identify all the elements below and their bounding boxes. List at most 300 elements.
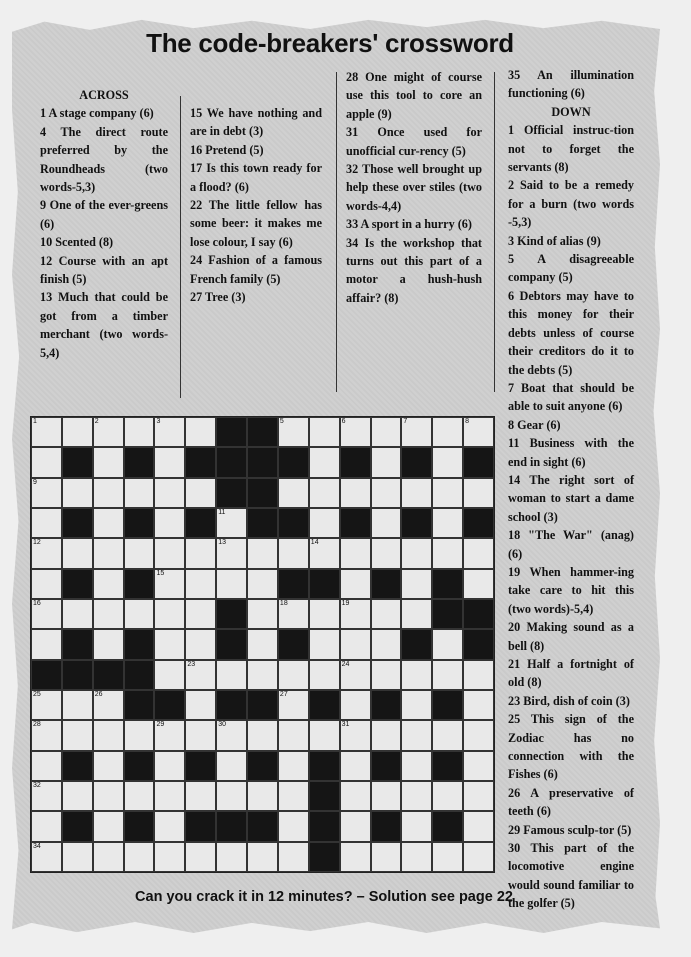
grid-cell[interactable] [371,417,402,447]
grid-block [62,751,93,781]
grid-cell[interactable] [124,781,155,811]
grid-cell[interactable] [432,508,463,538]
grid-block [401,508,432,538]
grid-cell[interactable] [31,751,62,781]
grid-block [185,447,216,477]
grid-block [247,478,278,508]
grid-cell[interactable] [62,690,93,720]
clue-number: 8 [465,418,470,425]
down-clue: 20 Making sound as a bell (8) [508,620,634,653]
grid-cell[interactable] [309,538,340,568]
grid-block [216,478,247,508]
grid-cell[interactable] [340,478,371,508]
grid-block [278,508,309,538]
grid-cell[interactable] [216,508,247,538]
across-clue: 22 The little fellow has some beer: it makes me lose colour, I say (6) [190,198,322,249]
across-clue: 34 Is the workshop that turns out this part of a motor a hush-hush affair? (8) [346,235,482,305]
across-clue: 17 Is this town ready for a flood? (6) [190,161,322,194]
grid-cell[interactable] [463,478,494,508]
grid-block [247,690,278,720]
grid-cell[interactable] [31,508,62,538]
clue-number: 16 [33,600,41,607]
grid-cell[interactable] [62,781,93,811]
grid-block [62,811,93,841]
grid-cell[interactable] [185,690,216,720]
grid-cell[interactable] [31,599,62,629]
grid-cell[interactable] [31,417,62,447]
down-clue: 2 Said to be a remedy for a burn (two words -5,3) [508,178,634,230]
grid-cell[interactable] [309,508,340,538]
grid-cell[interactable] [31,842,62,872]
grid-cell[interactable] [93,842,124,872]
down-clue: 29 Famous sculp-tor (5) [508,822,632,837]
grid-cell[interactable] [154,781,185,811]
across-clue: 16 Pretend (5) [190,142,264,157]
grid-cell[interactable] [463,720,494,750]
clue-number: 2 [94,418,99,425]
grid-cell[interactable] [432,629,463,659]
grid-cell[interactable] [247,569,278,599]
grid-cell[interactable] [371,720,402,750]
grid-cell[interactable] [371,842,402,872]
grid-cell[interactable] [124,599,155,629]
grid-block [62,660,93,690]
grid-cell[interactable] [371,478,402,508]
clue-number: 6 [341,418,346,425]
grid-block [340,447,371,477]
grid-block [216,811,247,841]
grid-block [185,811,216,841]
grid-block [124,690,155,720]
grid-block [278,629,309,659]
clue-number: 5 [279,418,284,425]
grid-cell[interactable] [93,599,124,629]
grid-cell[interactable] [185,538,216,568]
clue-number: 9 [33,478,37,486]
grid-block [309,751,340,781]
grid-cell[interactable] [154,842,185,872]
grid-cell[interactable] [278,781,309,811]
grid-cell[interactable] [31,690,62,720]
grid-cell[interactable] [463,781,494,811]
clue-number: 29 [156,721,165,729]
grid-block [124,508,155,538]
grid-block [432,811,463,841]
grid-cell[interactable] [216,538,247,568]
grid-cell[interactable] [371,599,402,629]
grid-cell[interactable] [154,508,185,538]
across-clue: 10 Scented (8) [40,235,114,250]
grid-cell[interactable] [340,599,371,629]
grid-cell[interactable] [93,781,124,811]
grid-cell[interactable] [185,569,216,599]
grid-cell[interactable] [31,569,62,599]
grid-cell[interactable] [247,842,278,872]
grid-block [124,447,155,477]
grid-cell[interactable] [154,569,185,599]
grid-cell[interactable] [185,417,216,447]
grid-cell[interactable] [401,660,432,690]
across-clue: 32 Those well brought up help these over stiles (two words-4,4) [346,162,482,213]
grid-cell[interactable] [216,720,247,750]
grid-cell[interactable] [371,538,402,568]
grid-cell[interactable] [185,720,216,750]
grid-cell[interactable] [278,660,309,690]
grid-block [371,690,402,720]
down-clue: 21 Half a fortnight of old (8) [508,657,634,690]
clue-number: 14 [310,539,319,547]
grid-block [401,629,432,659]
grid-cell[interactable] [31,629,62,659]
across-clue: 27 Tree (3) [190,290,246,305]
grid-cell[interactable] [401,417,432,447]
grid-cell[interactable] [62,599,93,629]
across-clue: 35 An illumination functioning (6) [508,68,634,101]
grid-cell[interactable] [124,720,155,750]
grid-cell[interactable] [247,538,278,568]
across-clue: 31 Once used for unofficial cur-rency (5) [346,125,482,158]
grid-cell[interactable] [309,447,340,477]
grid-cell[interactable] [216,660,247,690]
grid-cell[interactable] [371,447,402,477]
column-divider [180,96,181,398]
grid-block [309,842,340,872]
grid-cell[interactable] [463,690,494,720]
grid-block [463,508,494,538]
grid-cell[interactable] [185,478,216,508]
grid-cell[interactable] [278,599,309,629]
grid-block [432,690,463,720]
grid-cell[interactable] [463,569,494,599]
clue-number: 1 [33,418,37,425]
clue-number: 26 [94,691,103,698]
down-clue: 11 Business with the end in sight (6) [508,436,634,469]
grid-cell[interactable] [185,660,216,690]
grid-cell[interactable] [340,660,371,690]
grid-cell[interactable] [463,811,494,841]
down-clue: 30 This part of the locomotive engine would sound familiar to the golfer (5) [508,841,634,911]
grid-block [371,569,402,599]
grid-cell[interactable] [401,690,432,720]
grid-cell[interactable] [463,842,494,872]
grid-cell[interactable] [309,629,340,659]
grid-cell[interactable] [432,842,463,872]
grid-cell[interactable] [124,417,155,447]
grid-cell[interactable] [278,478,309,508]
grid-block [278,569,309,599]
clue-number: 19 [341,600,350,607]
grid-block [124,629,155,659]
grid-cell[interactable] [340,720,371,750]
grid-block [309,690,340,720]
down-clue: 3 Kind of alias (9) [508,233,601,248]
grid-cell[interactable] [278,690,309,720]
grid-block [340,508,371,538]
column-divider [494,72,495,392]
grid-cell[interactable] [93,478,124,508]
grid-cell[interactable] [401,599,432,629]
grid-cell[interactable] [432,781,463,811]
grid-cell[interactable] [93,720,124,750]
grid-block [463,629,494,659]
grid-block [432,751,463,781]
down-clue: 1 Official instruc-tion not to forget the servants (8) [508,123,634,175]
clue-number: 24 [341,660,350,668]
down-clue: 6 Debtors may have to this money for their debts unless of course their creditors do it to the debts (5) [508,288,634,377]
grid-cell[interactable] [247,720,278,750]
grid-block [432,599,463,629]
across-clue: 13 Much that could be got from a timber merchant (two words-5,4) [40,290,168,360]
down-clue: 23 Bird, dish of coin (3) [508,693,630,708]
across-clue: 24 Fashion of a famous French family (5) [190,253,322,286]
grid-cell[interactable] [401,781,432,811]
grid-cell[interactable] [278,751,309,781]
grid-cell[interactable] [371,660,402,690]
grid-cell[interactable] [432,660,463,690]
across-clue: 28 One might of course use this tool to core an apple (9) [346,70,482,121]
grid-block [124,811,155,841]
down-clue: 25 This sign of the Zodiac has no connection with the Fishes (6) [508,712,634,782]
grid-block [432,569,463,599]
grid-cell[interactable] [371,781,402,811]
down-clue: 18 "The War" (anag) (6) [508,528,634,561]
grid-cell[interactable] [247,660,278,690]
grid-cell[interactable] [216,751,247,781]
grid-cell[interactable] [31,538,62,568]
grid-cell[interactable] [432,417,463,447]
grid-cell[interactable] [62,417,93,447]
grid-cell[interactable] [31,478,62,508]
grid-block [216,417,247,447]
grid-cell[interactable] [432,538,463,568]
grid-block [278,447,309,477]
grid-cell[interactable] [93,569,124,599]
grid-cell[interactable] [62,478,93,508]
grid-cell[interactable] [340,569,371,599]
grid-block [216,690,247,720]
grid-block [309,569,340,599]
grid-cell[interactable] [154,811,185,841]
grid-block [247,811,278,841]
grid-cell[interactable] [463,751,494,781]
grid-cell[interactable] [340,751,371,781]
grid-block [93,660,124,690]
grid-cell[interactable] [93,508,124,538]
column-divider [336,72,337,392]
grid-cell[interactable] [216,781,247,811]
grid-cell[interactable] [309,417,340,447]
down-clues-column [508,66,634,913]
clue-number: 28 [33,721,41,729]
grid-block [309,811,340,841]
grid-cell[interactable] [278,538,309,568]
grid-cell[interactable] [154,660,185,690]
grid-cell[interactable] [124,538,155,568]
grid-cell[interactable] [401,569,432,599]
grid-cell[interactable] [31,811,62,841]
grid-cell[interactable] [154,417,185,447]
down-clue: 19 When hammer-ing take care to hit this (two words)-5,4) [508,564,634,616]
grid-cell[interactable] [154,720,185,750]
down-heading: DOWN [551,104,591,119]
grid-cell[interactable] [247,781,278,811]
grid-cell[interactable] [309,660,340,690]
grid-block [247,447,278,477]
grid-cell[interactable] [432,478,463,508]
clue-number: 30 [218,721,226,729]
grid-cell[interactable] [340,690,371,720]
clue-number: 15 [156,569,165,577]
grid-cell[interactable] [185,629,216,659]
grid-cell[interactable] [93,447,124,477]
clue-number: 18 [279,600,288,607]
grid-cell[interactable] [185,781,216,811]
grid-cell[interactable] [31,781,62,811]
grid-cell[interactable] [340,842,371,872]
footer-note: Can you crack it in 12 minutes? – Solution see page 22 [135,889,513,905]
clue-number: 27 [279,691,288,698]
grid-block [62,508,93,538]
grid-cell[interactable] [401,811,432,841]
clue-number: 23 [187,660,196,668]
grid-block [62,629,93,659]
grid-cell[interactable] [401,478,432,508]
grid-block [154,690,185,720]
grid-cell[interactable] [309,720,340,750]
grid-cell[interactable] [309,599,340,629]
clue-number: 34 [33,842,41,850]
grid-block [247,508,278,538]
clue-number: 31 [341,721,350,729]
crossword-grid[interactable] [30,416,495,873]
grid-cell[interactable] [401,538,432,568]
grid-cell[interactable] [278,842,309,872]
clue-number: 13 [218,539,226,547]
down-clue: 26 A preservative of teeth (6) [508,785,634,819]
down-clue: 5 A disagreeable company (5) [508,252,634,285]
across-clue: 33 A sport in a hurry (6) [346,217,472,232]
grid-cell[interactable] [31,720,62,750]
grid-cell[interactable] [154,538,185,568]
grid-cell[interactable] [216,842,247,872]
across-heading: ACROSS [79,88,129,102]
grid-cell[interactable] [278,417,309,447]
grid-block [463,599,494,629]
grid-cell[interactable] [93,417,124,447]
clue-number: 12 [33,539,41,547]
grid-cell[interactable] [340,417,371,447]
across-clues-column-3 [346,68,482,307]
grid-cell[interactable] [62,538,93,568]
grid-cell[interactable] [124,842,155,872]
grid-block [371,751,402,781]
grid-block [124,751,155,781]
across-clue: 15 We have nothing and are in debt (3) [190,106,322,139]
grid-cell[interactable] [93,811,124,841]
clue-number: 32 [33,782,41,789]
grid-cell[interactable] [309,478,340,508]
grid-cell[interactable] [154,478,185,508]
grid-cell[interactable] [93,538,124,568]
grid-cell[interactable] [340,811,371,841]
across-clue: 9 One of the ever-greens (6) [40,198,168,231]
grid-cell[interactable] [154,751,185,781]
grid-block [185,751,216,781]
grid-cell[interactable] [62,720,93,750]
grid-cell[interactable] [432,720,463,750]
grid-cell[interactable] [340,781,371,811]
grid-block [124,660,155,690]
down-clue: 8 Gear (6) [508,417,561,432]
clue-number: 7 [403,418,408,425]
grid-block [62,569,93,599]
down-clue: 14 The right sort of woman to start a dame school (3) [508,472,634,524]
across-clue: 4 The direct route preferred by the Roundheads (two words-5,3) [40,124,168,195]
grid-cell[interactable] [93,690,124,720]
grid-block [62,447,93,477]
grid-block [401,447,432,477]
grid-cell[interactable] [463,417,494,447]
down-clue: 7 Boat that should be able to suit anyone (6) [508,380,634,414]
grid-cell[interactable] [401,720,432,750]
grid-cell[interactable] [340,538,371,568]
grid-block [124,569,155,599]
across-clues-column-1 [40,86,168,362]
grid-cell[interactable] [62,842,93,872]
grid-block [216,599,247,629]
grid-cell[interactable] [463,538,494,568]
grid-block [247,417,278,447]
grid-cell[interactable] [247,629,278,659]
grid-block [216,447,247,477]
grid-block [247,751,278,781]
grid-cell[interactable] [401,751,432,781]
grid-cell[interactable] [371,629,402,659]
puzzle-title: The code-breakers' crossword [146,28,514,58]
grid-cell[interactable] [124,478,155,508]
grid-cell[interactable] [340,629,371,659]
grid-cell[interactable] [154,629,185,659]
grid-cell[interactable] [432,447,463,477]
grid-block [371,811,402,841]
across-clue: 1 A stage company (6) [40,106,154,121]
grid-block [463,447,494,477]
grid-cell[interactable] [185,842,216,872]
grid-cell[interactable] [247,599,278,629]
grid-block [216,629,247,659]
across-clue: 12 Course with an apt finish (5) [40,253,168,287]
across-clues-column-2 [190,104,322,306]
grid-cell[interactable] [463,660,494,690]
clue-number: 11 [218,509,226,516]
grid-cell[interactable] [154,599,185,629]
grid-block [31,660,62,690]
grid-block [185,508,216,538]
grid-cell[interactable] [401,842,432,872]
grid-block [309,781,340,811]
grid-cell[interactable] [278,811,309,841]
grid-cell[interactable] [371,508,402,538]
grid-cell[interactable] [31,447,62,477]
grid-cell[interactable] [185,599,216,629]
grid-cell[interactable] [93,751,124,781]
grid-cell[interactable] [93,629,124,659]
grid-cell[interactable] [278,720,309,750]
grid-cell[interactable] [216,569,247,599]
clue-number: 3 [156,418,161,425]
clue-number: 25 [33,691,41,698]
grid-cell[interactable] [154,447,185,477]
